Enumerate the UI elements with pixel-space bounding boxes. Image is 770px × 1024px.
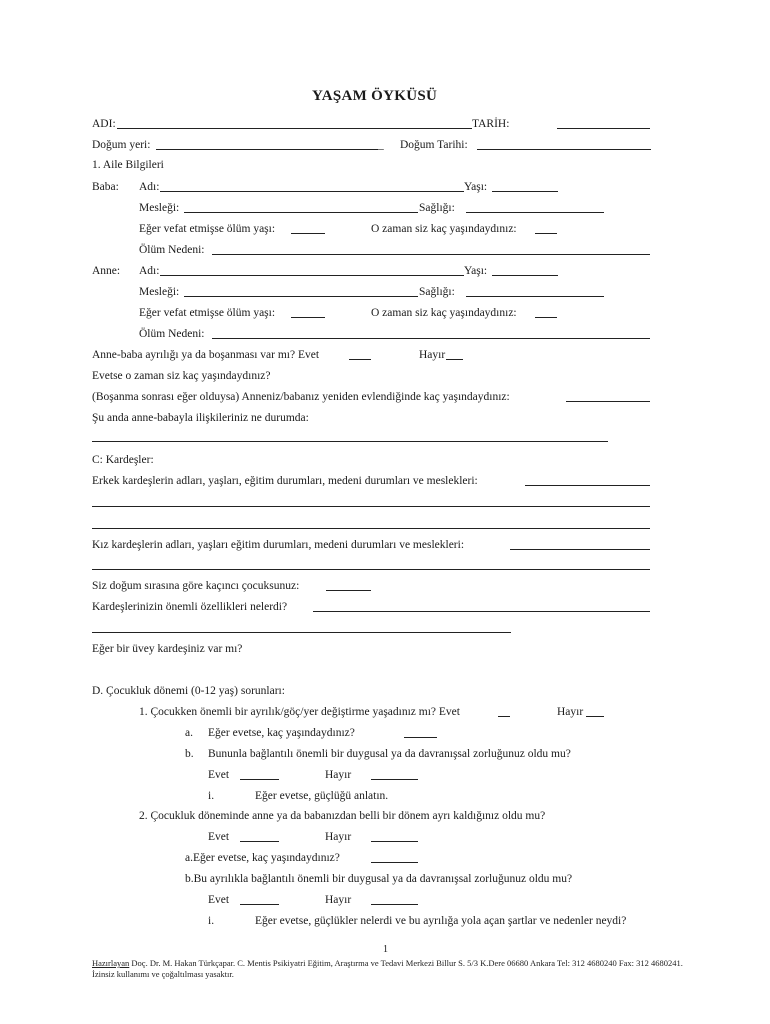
mother-death-age-label: Eğer vefat etmişse ölüm yaşı: [139, 307, 276, 319]
q2bi-label: i. [208, 915, 215, 927]
step-sibling-question: Eğer bir üvey kardeşiniz var mı? [92, 643, 243, 655]
q1b-no-field[interactable] [371, 779, 418, 780]
mother-name-field[interactable] [160, 275, 464, 276]
childhood-q1-no-field[interactable] [586, 716, 604, 717]
footer [92, 958, 692, 980]
father-age-label: Yaşı: [464, 181, 488, 193]
childhood-q1: 1. Çocukken önemli bir ayrılık/göç/yer değiştirme yaşadınız mı? Evet [139, 706, 460, 718]
childhood-q2: 2. Çocukluk döneminde anne ya da babanızdan belli bir dönem ayrı kaldığınız oldu mu? [139, 810, 546, 822]
q2-no-label: Hayır [325, 831, 352, 843]
father-death-age-field[interactable] [291, 233, 325, 234]
birthplace-label: Doğum yeri: [92, 139, 151, 151]
birth-order-question: Siz doğum sırasına göre kaçıncı çocuksunuz: [92, 580, 300, 592]
remarriage-question: (Boşanma sonrası eğer olduysa) Anneniz/babanız yeniden evlendiğinde kaç yaşındaydınız: [92, 391, 510, 403]
footer-text: Doç. Dr. M. Hakan Türkçapar. C. Mentis Psikiyatri Eğitim, Araştırma ve Tedavi Merkezi Billur S. 5/3 K.Dere 06680 Ankara Tel: 312 4680240 Fax: 312 4680241. İzinsiz kullanımı ve çoğaltılması yasaktır. [92, 958, 683, 979]
q2-yes-field[interactable] [240, 841, 279, 842]
footer-prepared-by: Hazırlayan [92, 958, 130, 968]
name-field[interactable] [117, 128, 472, 129]
separation-question: Anne-baba ayrılığı ya da boşanması var mı? Evet [92, 349, 320, 361]
q2a-field[interactable] [371, 862, 418, 863]
q2b-text: b.Bu ayrılıkla bağlantılı önemli bir duygusal ya da davranışsal zorluğunuz oldu mu? [185, 873, 573, 885]
q1a-text: Eğer evetse, kaç yaşındaydınız? [208, 727, 355, 739]
q2b-yes-label: Evet [208, 894, 230, 906]
childhood-q1-no-label: Hayır [557, 706, 584, 718]
sisters-field-1[interactable] [510, 549, 650, 550]
father-death-cause-field[interactable] [212, 254, 650, 255]
father-health-label: Sağlığı: [419, 202, 455, 214]
q1b-yes-field[interactable] [240, 779, 279, 780]
father-job-label: Mesleği: [139, 202, 180, 214]
q1b-yes-label: Evet [208, 769, 230, 781]
father-name-field[interactable] [160, 191, 464, 192]
q2a-text: a.Eğer evetse, kaç yaşındaydınız? [185, 852, 340, 864]
q1a-label: a. [185, 727, 193, 739]
birthdate-label: Doğum Tarihi: [400, 139, 468, 151]
childhood-section-title: D. Çocukluk dönemi (0-12 yaş) sorunları: [92, 685, 285, 697]
mother-death-cause-label: Ölüm Nedeni: [139, 328, 205, 340]
birthplace-field[interactable] [156, 149, 378, 150]
sibling-traits-question: Kardeşlerinizin önemli özellikleri nelerdi? [92, 601, 288, 613]
father-your-age-field[interactable] [535, 233, 557, 234]
q2bi-text: Eğer evetse, güçlükler nelerdi ve bu ayrılığa yola açan şartlar ve nedenler neydi? [255, 915, 627, 927]
father-your-age-label: O zaman siz kaç yaşındaydınız: [371, 223, 517, 235]
q1bi-label: i. [208, 790, 215, 802]
separation-yes-field[interactable] [349, 359, 371, 360]
childhood-q1-yes-field[interactable] [498, 716, 510, 717]
mother-your-age-field[interactable] [535, 317, 557, 318]
mother-age-field[interactable] [492, 275, 558, 276]
date-field[interactable] [557, 128, 650, 129]
q2b-yes-field[interactable] [240, 904, 279, 905]
mother-job-label: Mesleği: [139, 286, 180, 298]
remarriage-field[interactable] [566, 401, 650, 402]
father-health-field[interactable] [466, 212, 604, 213]
sibling-traits-field-1[interactable] [313, 611, 650, 612]
q1a-field[interactable] [404, 737, 437, 738]
birthplace-tail: _ [378, 139, 384, 151]
brothers-field-1[interactable] [525, 485, 650, 486]
q2-yes-label: Evet [208, 831, 230, 843]
q1b-text: Bununla bağlantılı önemli bir duygusal ya da davranışsal zorluğunuz oldu mu? [208, 748, 571, 760]
mother-your-age-label: O zaman siz kaç yaşındaydınız: [371, 307, 517, 319]
father-label: Baba: [92, 181, 119, 193]
separation-age-question: Evetse o zaman siz kaç yaşındaydınız? [92, 370, 271, 382]
father-death-age-label: Eğer vefat etmişse ölüm yaşı: [139, 223, 276, 235]
father-name-label: Adı: [139, 181, 160, 193]
q1bi-text: Eğer evetse, güçlüğü anlatın. [255, 790, 389, 802]
brothers-field-3[interactable] [92, 528, 650, 529]
relations-question: Şu anda anne-babayla ilişkileriniz ne durumda: [92, 412, 309, 424]
sibling-traits-field-2[interactable] [92, 632, 511, 633]
mother-label: Anne: [92, 265, 121, 277]
brothers-question: Erkek kardeşlerin adları, yaşları, eğitim durumları, medeni durumları ve meslekleri: [92, 475, 478, 487]
relations-field[interactable] [92, 441, 608, 442]
mother-death-cause-field[interactable] [212, 338, 650, 339]
birthdate-field[interactable] [477, 149, 651, 150]
q2b-no-label: Hayır [325, 894, 352, 906]
father-death-cause-label: Ölüm Nedeni: [139, 244, 205, 256]
separation-no-label: Hayır [419, 349, 446, 361]
sisters-question: Kız kardeşlerin adları, yaşları eğitim durumları, medeni durumları ve meslekleri: [92, 539, 465, 551]
mother-health-label: Sağlığı: [419, 286, 455, 298]
mother-death-age-field[interactable] [291, 317, 325, 318]
mother-health-field[interactable] [466, 296, 604, 297]
page-number: 1 [383, 944, 388, 955]
mother-job-field[interactable] [184, 296, 418, 297]
siblings-section-title: C: Kardeşler: [92, 454, 154, 466]
birth-order-field[interactable] [326, 590, 371, 591]
q1b-label: b. [185, 748, 194, 760]
name-label: ADI: [92, 118, 116, 130]
family-section-title: 1. Aile Bilgileri [92, 159, 164, 171]
father-age-field[interactable] [492, 191, 558, 192]
date-label: TARİH: [472, 118, 510, 130]
q1b-no-label: Hayır [325, 769, 352, 781]
mother-age-label: Yaşı: [464, 265, 488, 277]
q2b-no-field[interactable] [371, 904, 418, 905]
q2-no-field[interactable] [371, 841, 418, 842]
sisters-field-2[interactable] [92, 569, 650, 570]
separation-no-field[interactable] [446, 359, 463, 360]
mother-name-label: Adı: [139, 265, 160, 277]
brothers-field-2[interactable] [92, 506, 650, 507]
page-title: YAŞAM ÖYKÜSÜ [312, 88, 438, 104]
father-job-field[interactable] [184, 212, 418, 213]
